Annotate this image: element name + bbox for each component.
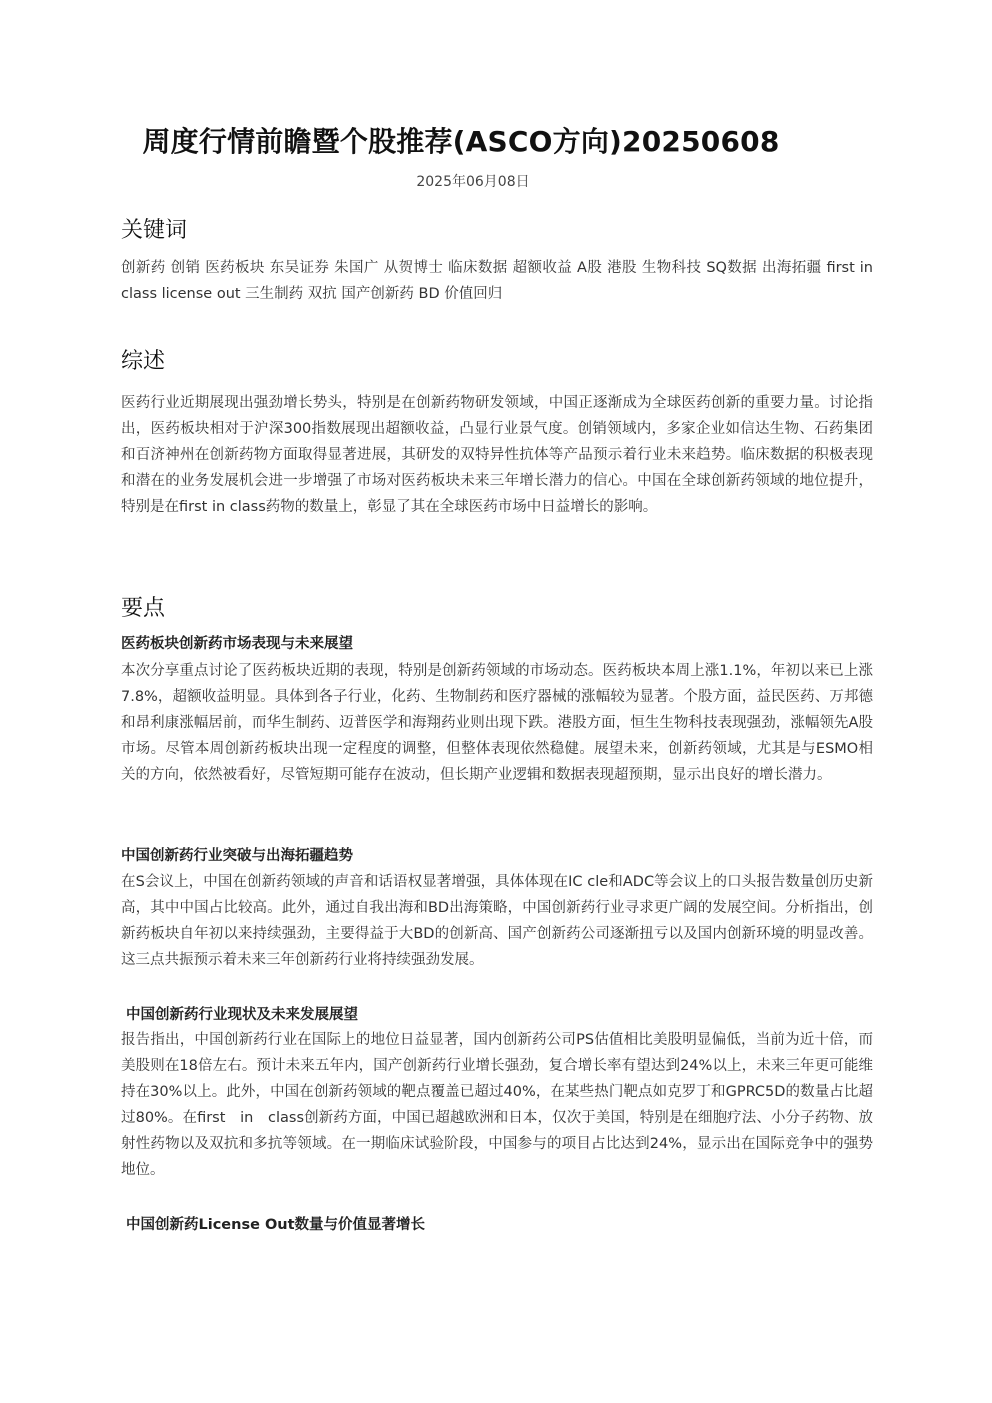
summary-text: 医药行业近期展现出强劲增长势头，特别是在创新药物研发领域，中国正逐渐成为全球医药创新的重要力量。讨论指出，医药板块相对于沪深300指数展现出超额收益，凸显行业景气度。创销领域内，多家企业如信达生物、石药集团和百济神州在创新药物方面取得显著进展，其研发的双特异性抗体等产品预示着行业未来趋势。临床数据的积极表现和潜在的业务发展机会进一步增强了市场对医药板块未来三年增长潜力的信心。中国在全球创新药领域的地位提升，特别是在first in class药物的数量上，彰显了其在全球医药市场中日益增长的影响。 xyxy=(121,395,873,515)
document-title: 周度行情前瞻暨个股推荐(ASCO方向)20250608 xyxy=(142,125,780,158)
key-point-title: 医药板块创新药市场表现与未来展望 xyxy=(121,636,353,652)
key-point-title: 中国创新药行业突破与出海拓疆趋势 xyxy=(121,848,353,864)
key-points-heading: 要点 xyxy=(121,596,166,621)
key-point-title: 中国创新药行业现状及未来发展展望 xyxy=(126,1007,358,1023)
keywords-text: 创新药 创销 医药板块 东吴证券 朱国广 从贺博士 临床数据 超额收益 A股 港股 生物科技 SQ数据 出海拓疆 first in class license out 三生制药 双抗 国产创新药 BD 价值回归 xyxy=(121,260,873,302)
summary-heading: 综述 xyxy=(121,349,166,374)
key-point-text: 报告指出，中国创新药行业在国际上的地位日益显著，国内创新药公司PS估值相比美股明显偏低，当前为近十倍，而美股则在18倍左右。预计未来五年内，国产创新药行业增长强劲，复合增长率有望达到24%以上，未来三年更可能维持在30%以上。此外，中国在创新药领域的靶点覆盖已超过40%，在某些热门靶点如克罗丁和GPRC5D的数量占比超过80%。在first in class创新药方面，中国已超越欧洲和日本，仅次于美国，特别是在细胞疗法、小分子药物、放射性药物以及双抗和多抗等领域。在一期临床试验阶段，中国参与的项目占比达到24%，显示出在国际竞争中的强势地位。 xyxy=(121,1032,873,1178)
document-date: 2025年06月08日 xyxy=(416,174,530,190)
key-point-text: 本次分享重点讨论了医药板块近期的表现，特别是创新药领域的市场动态。医药板块本周上涨1.1%，年初以来已上涨7.8%，超额收益明显。具体到各子行业，化药、生物制药和医疗器械的涨幅较为显著。个股方面，益民医药、万邦德和昂利康涨幅居前，而华生制药、迈普医学和海翔药业则出现下跌。港股方面，恒生生物科技表现强劲，涨幅领先A股市场。尽管本周创新药板块出现一定程度的调整，但整体表现依然稳健。展望未来，创新药领域，尤其是与ESMO相关的方向，依然被看好，尽管短期可能存在波动，但长期产业逻辑和数据表现超预期，显示出良好的增长潜力。 xyxy=(121,663,873,783)
keywords-heading: 关键词 xyxy=(121,218,188,243)
key-point-title: 中国创新药License Out数量与价值显著增长 xyxy=(126,1217,426,1233)
key-point-text: 在S会议上，中国在创新药领域的声音和话语权显著增强，具体体现在IC cle和ADC等会议上的口头报告数量创历史新高，其中中国占比较高。此外，通过自我出海和BD出海策略，中国创新药行业寻求更广阔的发展空间。分析指出，创新药板块自年初以来持续强劲，主要得益于大BD的创新高、国产创新药公司逐渐扭亏以及国内创新环境的明显改善。这三点共振预示着未来三年创新药行业将持续强劲发展。 xyxy=(121,874,873,968)
